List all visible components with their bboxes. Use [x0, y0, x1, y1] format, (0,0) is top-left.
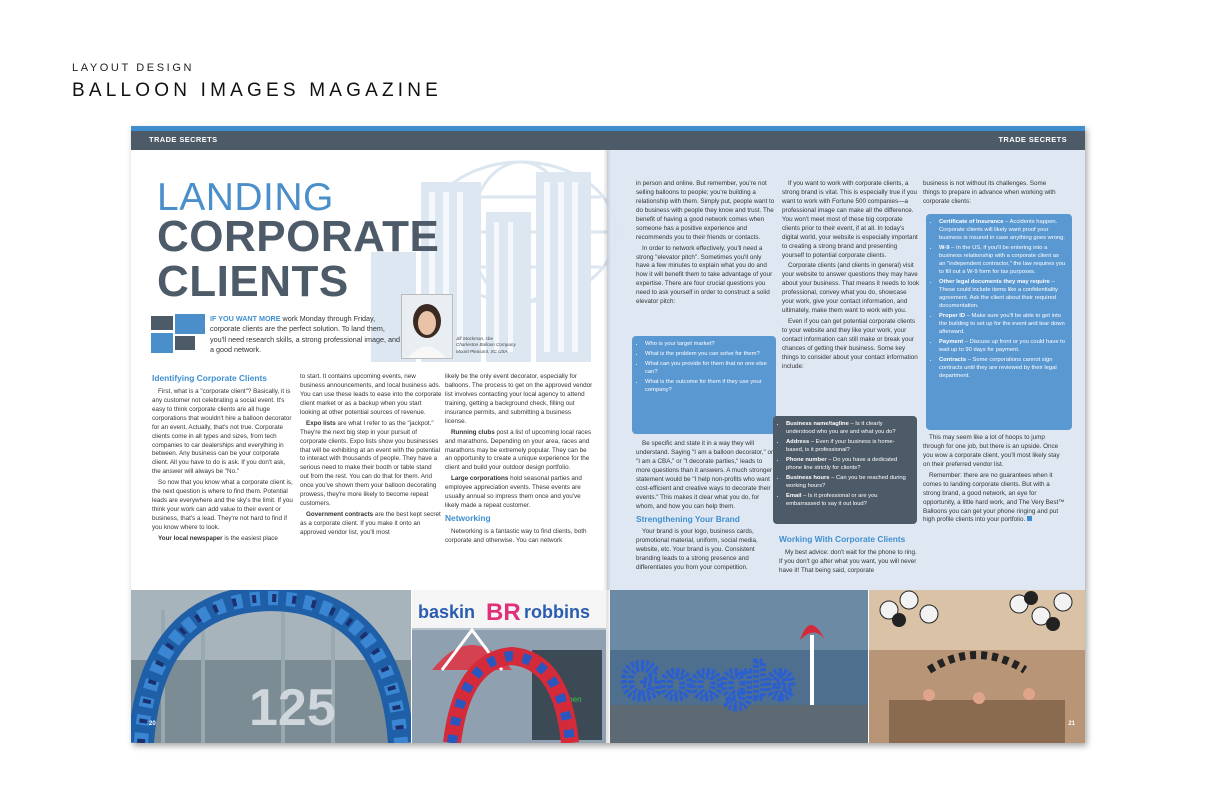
prepare-list-box: [926, 214, 1072, 430]
paragraph: [152, 535, 294, 544]
magazine-title: BALLOON IMAGES MAGAZINE: [72, 80, 443, 101]
contact-item-text: – Even if your business is home-based, is it professional?: [786, 438, 895, 453]
contact-item-lead: Business hours: [786, 474, 830, 481]
lead-government: Government contracts: [306, 511, 374, 519]
prepare-item-text: – Discuss up front or you could have to wait up to 90 days for payment.: [939, 338, 1065, 353]
sign-br: BR: [486, 599, 521, 626]
contact-item: [786, 421, 911, 437]
paragraph: [300, 420, 442, 509]
number-125: 125: [249, 679, 336, 737]
paragraph-text: post a list of upcoming local races and marathons. Depending on your area, races and marathons may be extremely popular. They can be an opportunity to create a unique experience for the client and build your outdoor design portfolio.: [445, 428, 591, 472]
column-1: [152, 371, 294, 546]
column-5-cont: [779, 532, 919, 578]
prepare-item: [939, 245, 1066, 277]
paragraph: So now that you know what a corporate client is, the next question is where to find them. Potential leads are everywhere and the sky's the limit. If you think your work can add value to their event or business, that's a lead. They're not hard to find if you know where to look.: [152, 479, 293, 531]
contact-item-text: – Is it clearly understood who you are and what you do?: [786, 421, 896, 435]
deco-square: [175, 314, 205, 334]
column-5: [782, 180, 920, 374]
layout-label: LAYOUT DESIGN: [72, 62, 195, 74]
photo-strip: [131, 590, 1085, 743]
open-sign: Open: [562, 695, 582, 704]
page-number-right: 21: [1068, 721, 1075, 727]
contact-item: [786, 457, 911, 473]
column-2: [300, 373, 442, 540]
magazine-spread: [131, 126, 1085, 743]
paragraph: Even if you can get potential corporate clients to your website and they like your work, your contact information can still make or break your chances of getting their business. Some key things to consider about your contact information include:: [782, 318, 918, 370]
paragraph-text: are the best kept secret as a corporate client. If you make it onto an approved vendor list, you'll most: [300, 511, 441, 536]
restaurant-balloons-image: [869, 590, 1085, 743]
prepare-item-lead: Other legal documents they may require: [939, 278, 1050, 285]
prepare-item: [939, 357, 1066, 381]
contact-item-lead: Business name/tagline: [786, 421, 849, 427]
paragraph: in person and online. But remember, you're not selling balloons to people; you're building a relationship with them. Simply put, people want to do business with people they know and trust. The benefit of having a good network comes when someone has a positive experience and recommends you to their friends or contacts.: [636, 180, 775, 241]
column-6-cont: [923, 434, 1065, 527]
column-4: [636, 180, 776, 309]
paragraph: In order to network effectively, you'll need a strong "elevator pitch". Sometimes you'll only have a few minutes to explain what you do and how it will benefit them to take advantage of your expertise. There are four crucial questions you need to ask yourself in order to construct a solid elevator pitch:: [636, 244, 773, 306]
intro-lead: IF YOU WANT MORE: [210, 314, 281, 323]
lead-large-corp: Large corporations: [451, 475, 509, 483]
paragraph: My best advice: don't wait for the phone to ring. If you don't go after what you want, you will never have it! That being said, corporate: [779, 548, 917, 574]
page-number-left: 20: [149, 721, 156, 727]
photo-baskin-robbins: [412, 590, 606, 743]
contact-item-lead: Email: [786, 492, 802, 499]
paragraph: Networking is a fantastic way to find clients, both corporate and otherwise. You can network: [445, 527, 587, 544]
column-4-cont: [636, 440, 776, 575]
pitch-question: • What is the problem you can solve for them?: [645, 351, 770, 359]
banner-right-label: TRADE SECRETS: [998, 135, 1067, 144]
paragraph: [445, 429, 593, 474]
contact-item: [786, 439, 911, 455]
author-portrait-icon: [402, 295, 452, 358]
paragraph-text: hold seasonal parties and employee appreciation events. These events are usually annual so impress them once and you've likely made a repeat customer.: [445, 475, 582, 510]
pitch-question: • Who is your target market?: [645, 341, 770, 349]
contact-item: [786, 493, 911, 509]
sign-robbins: robbins: [524, 602, 590, 622]
google-word: Google: [622, 653, 795, 709]
prepare-item-lead: Proper ID: [939, 312, 966, 319]
paragraph-text: is the easiest place: [222, 534, 278, 542]
section-banner: [131, 131, 1085, 150]
heading-networking: Networking: [445, 513, 491, 524]
photo-google-balloons: [610, 590, 868, 743]
sign-baskin: baskin: [418, 602, 476, 622]
deco-square: [151, 333, 173, 353]
end-mark: [1027, 516, 1032, 521]
balloon-arch-image: [131, 590, 411, 743]
intro-paragraph: [210, 314, 402, 356]
paragraph: [923, 472, 1065, 526]
prepare-item-lead: Payment: [939, 338, 964, 345]
baskin-robbins-image: [412, 590, 606, 743]
title-line-3: CLIENTS: [157, 257, 349, 306]
pitch-question: • What can you provide for them that no one else can?: [645, 361, 770, 377]
column-6: [923, 180, 1063, 209]
title-line-2: CORPORATE: [157, 212, 440, 261]
deco-square: [175, 336, 195, 350]
banner-left-label: TRADE SECRETS: [149, 135, 218, 144]
author-caption: [456, 336, 546, 355]
paragraph: Be specific and state it in a way they will understand. Saying "I am a balloon decorator," or "I am a CBA," or "I decorate parties," leads to more questions than it answers. A much stronger statement would be "I help non-profits who want cost-efficient and creative ways to decorate their events." This makes it clear what you do, for whom, and how you can help them.: [636, 440, 774, 510]
prepare-item-text: – Some corporations cannot sign contracts until they are reviewed by their legal department.: [939, 356, 1057, 379]
prepare-item-text: – Accidents happen. Corporate clients will likely want proof your business is insured in case anything goes wrong.: [939, 219, 1065, 241]
paragraph: [300, 511, 442, 538]
paragraph: Your brand is your logo, business cards, promotional material, uniform, social media, website, etc. Your brand is you. Consistent branding leads to a strong presence and differentiates you from your competition.: [636, 528, 758, 572]
heading-working: Working With Corporate Clients: [779, 534, 906, 544]
paragraph-text: are what I refer to as the "jackpot." They're the next big step in your pursuit of corporate clients. Expo lists show you businesses that will be exhibiting at an event with the potential to interact with thousands of people. They have a serious need to make their booth or table stand out from the rest. You can do that for them. And once you've shown them your balloon decorating prowess, they're more likely to become repeat customers.: [300, 419, 441, 508]
paragraph: to start. It contains upcoming events, new business announcements, and local business ads. You can use these leads to ease into the corporate client market or as a backup when you start looking at other potential sources of revenue.: [300, 373, 442, 416]
lead-expo: Expo lists: [306, 419, 336, 427]
author-company: Charleston Balloon Company: [456, 342, 516, 348]
prepare-item-lead: W-9: [939, 244, 950, 251]
contact-item-lead: Address: [786, 438, 810, 445]
deco-square: [151, 316, 173, 330]
heading-identifying: Identifying Corporate Clients: [152, 373, 267, 383]
title-line-1: LANDING: [157, 176, 334, 219]
prepare-item-text: – In the US, if you'll be entering into a business relationship with a corporate client as an "independent contractor," the law requires you to fill out a W-9 form for tax purposes.: [939, 244, 1066, 275]
contact-info-box: [773, 416, 917, 524]
lead-newspaper: Your local newspaper: [158, 534, 223, 542]
contact-item-lead: Phone number: [786, 456, 827, 463]
paragraph: business is not without its challenges. Some things to prepare in advance when working with corporate clients:: [923, 180, 1056, 205]
pitch-question: • What is the outcome for them if they use your company?: [645, 379, 770, 395]
author-location: Mount Pleasant, SC USA: [456, 348, 508, 354]
contact-item-text: – Can you be reached during working hours?: [786, 474, 906, 489]
prepare-item: [939, 313, 1066, 337]
prepare-item-text: – These could include items like a confidentiality agreement. Ask the client about their required documentation.: [939, 278, 1058, 309]
column-3: [445, 373, 593, 548]
heading-brand: Strengthening Your Brand: [636, 513, 740, 524]
paragraph: This may seem like a lot of hoops to jump through for one job, but there is an upside. Once you wow a corporate client, you'll most likely stay on their preferred vendor list.: [923, 434, 1060, 468]
author-photo: [401, 294, 453, 359]
prepare-item-lead: Contracts: [939, 356, 967, 363]
prepare-item: [939, 279, 1066, 311]
prepare-item: [939, 219, 1066, 243]
intro-text: work Monday through Friday, corporate clients are the perfect solution. To land them, you'll need research skills, a strong professional image, and a good network.: [210, 314, 400, 355]
google-balloons-image: [610, 590, 868, 743]
contact-item-text: – Do you have a dedicated phone line strictly for clients?: [786, 456, 898, 471]
paragraph: First, what is a "corporate client"? Basically, it is any customer not celebrating a social event. It's easy to think corporate clients are all huge corporations that wouldn't hire a balloon decorator for an event. Actually, that's not true. Corporate clients come in all types and sizes, from tech companies to car dealerships and everything in between. Any business can be your corporate client. All you have to do is ask. If you don't ask, the answer will always be "No.": [152, 387, 292, 476]
photo-balloon-arch-125: [131, 590, 411, 743]
prepare-item-text: – Make sure you'll be able to get into the building to set up for the event and tear down afterward.: [939, 312, 1065, 335]
photo-restaurant-balloons: [869, 590, 1085, 743]
prepare-item: [939, 339, 1066, 355]
author-name: Jill Stockman, cbe: [456, 336, 494, 341]
paragraph: likely be the only event decorator, especially for balloons. The process to get on the approved vendor list involves contacting your local agency to attend training, getting a background check, filling out insurance permits, and submitting a business license.: [445, 373, 593, 425]
paragraph: [445, 475, 593, 511]
paragraph: If you want to work with corporate clients, a strong brand is vital. This is especially true if you want to work with Fortune 500 companies—a professional image can make all the difference. You won't meet most of these big corporate clients prior to their event, if at all. In today's digital world, your website is especially important to creating a strong brand and presenting yourself to potential corporate clients.: [782, 180, 918, 259]
paragraph: Corporate clients (and clients in general) visit your website to answer questions they may have about your business. That means it needs to look professional, convey what you do, showcase your work, give your contact information, and ultimately, make them want to work with you.: [782, 262, 920, 315]
elevator-pitch-box: [632, 336, 776, 434]
prepare-item-lead: Certificate of Insurance: [939, 219, 1004, 225]
contact-item-text: – Is it professional or are you embarrassed to say it out loud?: [786, 492, 878, 507]
lead-running: Running clubs: [451, 428, 495, 436]
contact-item: [786, 475, 911, 491]
paragraph-text: Remember: there are no guarantees when it comes to landing corporate clients. But with a strong brand, a good network, an eye for opportunity, a little hard work, and The Very Best™ Balloons you can get your phone ringing and put high profile clients into your portfolio.: [923, 471, 1065, 524]
